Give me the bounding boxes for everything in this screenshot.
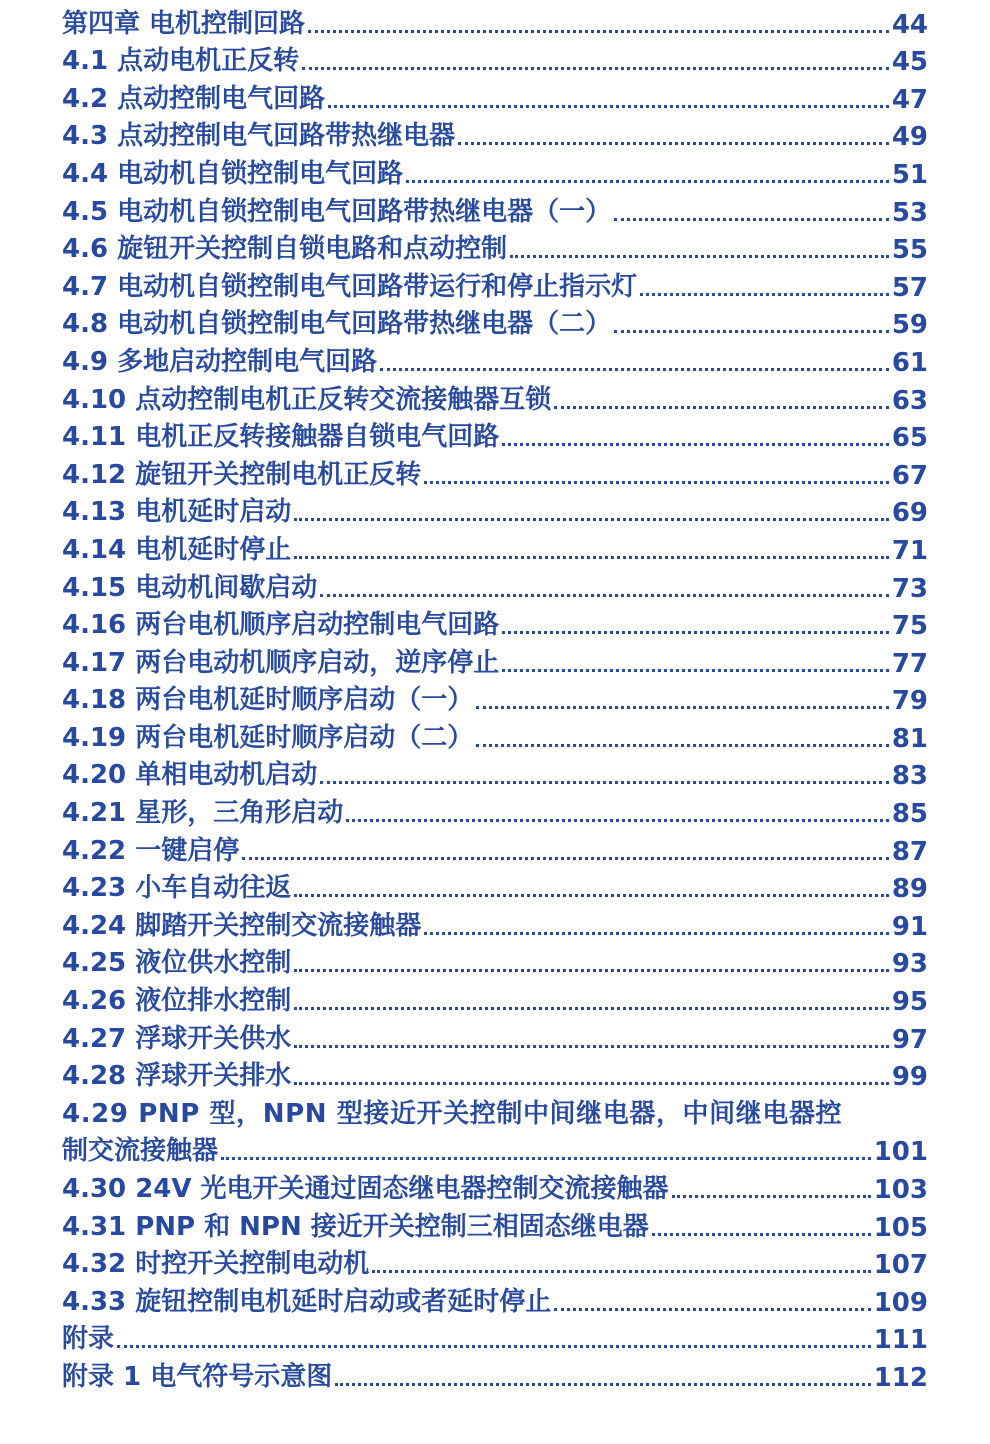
dot-leader [476,744,889,747]
toc-entry[interactable] [62,453,928,491]
toc-entry[interactable] [62,979,928,1017]
toc-entry[interactable] [62,1017,928,1055]
toc-entry-title: 4.18 两台电机延时顺序启动（一） [62,685,474,716]
toc-entry-title: 4.13 电机延时启动 [62,497,292,528]
dot-leader [294,1007,889,1010]
toc-entry-title: 4.11 电机正反转接触器自锁电气回路 [62,422,500,453]
toc-entry-title: 4.3 点动控制电气回路带热继电器 [62,121,456,152]
toc-entry-title: 4.28 浮球开关排水 [62,1061,292,1092]
toc-entry-title: 4.25 液位供水控制 [62,948,292,979]
dot-leader [424,932,889,935]
dot-leader [406,180,889,183]
toc-entry-title: 4.8 电动机自锁控制电气回路带热继电器（二） [62,309,612,340]
dot-leader [614,218,889,221]
toc-entry-page: 89 [891,874,928,905]
toc-entry-page: 81 [891,723,928,754]
dot-leader [294,969,889,972]
toc-entry-page: 51 [891,159,928,190]
toc-entry-page: 83 [891,761,928,792]
toc-entry[interactable] [62,528,928,566]
dot-leader [510,255,889,258]
toc-entry-page: 95 [891,987,928,1018]
toc-entry[interactable] [62,115,928,153]
toc-entry[interactable] [62,604,928,642]
toc-entry-title: 4.2 点动控制电气回路 [62,83,326,114]
toc-entry-page: 93 [891,949,928,980]
toc-entry-title: 4.7 电动机自锁控制电气回路带运行和停止指示灯 [62,271,638,302]
toc-entry-page: 91 [891,911,928,942]
dot-leader [502,669,889,672]
toc-entry[interactable] [62,1243,928,1281]
toc-entry-page: 61 [891,347,928,378]
toc-entry-page: 55 [891,235,928,266]
toc-entry[interactable] [62,40,928,78]
toc-entry-page: 99 [891,1062,928,1093]
dot-leader [554,1308,871,1311]
dot-leader [328,105,889,108]
toc-entry[interactable] [62,303,928,341]
dot-leader [458,142,889,145]
toc-entry-title: 4.19 两台电机延时顺序启动（二） [62,722,474,753]
toc-entry-page: 111 [873,1325,928,1356]
dot-leader [320,594,889,597]
dot-leader [380,368,889,371]
toc-entry[interactable] [62,904,928,942]
toc-entry-page: 45 [891,47,928,78]
toc-entry-page: 67 [891,460,928,491]
dot-leader [614,330,889,333]
toc-entry-title: 4.20 单相电动机启动 [62,760,318,791]
dot-leader [335,1383,871,1386]
dot-leader [554,406,889,409]
toc-entry[interactable] [62,791,928,829]
toc-entry-title: 制交流接触器 [62,1136,219,1167]
toc-entry-page: 57 [891,272,928,303]
toc-entry-page: 101 [873,1137,928,1168]
toc-entry-title: 4.16 两台电机顺序启动控制电气回路 [62,610,500,641]
toc-entry[interactable] [62,754,928,792]
toc-entry-page: 112 [873,1362,928,1393]
toc-entry-page: 47 [891,84,928,115]
dot-leader [320,781,889,784]
toc-entry[interactable] [62,416,928,454]
toc-entry-title: 4.26 液位排水控制 [62,986,292,1017]
toc-entry-page: 85 [891,799,928,830]
dot-leader [652,1233,871,1236]
toc-entry-page: 69 [891,498,928,529]
toc-entry-page: 107 [873,1250,928,1281]
toc-entry[interactable] [62,491,928,529]
toc-entry[interactable] [62,77,928,115]
toc-entry-title: 4.1 点动电机正反转 [62,46,300,77]
dot-leader [372,1270,871,1273]
toc-entry-page: 53 [891,197,928,228]
table-of-contents [62,2,928,1393]
toc-entry-title: 4.4 电动机自锁控制电气回路 [62,158,404,189]
toc-entry-title: 4.33 旋钮控制电机延时启动或者延时停止 [62,1286,552,1317]
toc-entry-title: 4.24 脚踏开关控制交流接触器 [62,910,422,941]
toc-entry-page: 59 [891,310,928,341]
toc-entry-wrapped-line1[interactable] [62,1092,928,1130]
dot-leader [640,293,889,296]
toc-entry[interactable] [62,679,928,717]
dot-leader [242,857,889,860]
dot-leader [476,706,889,709]
toc-entry-page: 63 [891,385,928,416]
toc-entry[interactable] [62,1167,928,1205]
dot-leader [294,1082,889,1085]
toc-entry-page: 77 [891,648,928,679]
toc-entry-title: 4.6 旋钮开关控制自锁电路和点动控制 [62,234,508,265]
toc-entry-title: 4.23 小车自动往返 [62,873,292,904]
toc-entry[interactable] [62,1355,928,1393]
toc-entry[interactable] [62,1205,928,1243]
toc-entry-title: 4.21 星形，三角形启动 [62,798,344,829]
toc-list [62,1167,928,1393]
toc-entry-title: 4.14 电机延时停止 [62,534,292,565]
toc-entry-title: 附录 [62,1324,115,1355]
toc-entry[interactable] [62,152,928,190]
dot-leader [502,443,889,446]
dot-leader [502,631,889,634]
toc-entry-page: 49 [891,122,928,153]
dot-leader [117,1345,871,1348]
toc-entry-page: 71 [891,535,928,566]
toc-entry-title: 4.15 电动机间歇启动 [62,572,318,603]
dot-leader [346,819,889,822]
toc-entry-page: 75 [891,611,928,642]
toc-entry-title: 4.10 点动控制电机正反转交流接触器互锁 [62,384,552,415]
toc-entry-title: 4.30 24V 光电开关通过固态继电器控制交流接触器 [62,1174,669,1204]
toc-entry-page: 87 [891,836,928,867]
toc-entry[interactable] [62,2,928,40]
toc-entry-title: 4.31 PNP 和 NPN 接近开关控制三相固态继电器 [62,1211,649,1242]
toc-entry[interactable] [62,340,928,378]
toc-entry-page: 109 [873,1287,928,1318]
toc-entry-page: 79 [891,686,928,717]
toc-entry-title: 附录 1 电气符号示意图 [62,1361,333,1392]
dot-leader [221,1157,871,1160]
toc-entry-title: 4.17 两台电动机顺序启动，逆序停止 [62,647,500,678]
toc-entry[interactable] [62,190,928,228]
toc-entry[interactable] [62,942,928,980]
toc-entry[interactable] [62,1318,928,1356]
dot-leader [302,67,889,70]
toc-entry-title: 4.5 电动机自锁控制电气回路带热继电器（一） [62,196,612,227]
toc-list [62,2,928,1092]
dot-leader [294,556,889,559]
toc-entry[interactable] [62,228,928,266]
toc-entry[interactable] [62,1055,928,1093]
toc-entry[interactable] [62,829,928,867]
toc-entry[interactable] [62,716,928,754]
toc-entry[interactable] [62,1280,928,1318]
dot-leader [294,1045,889,1048]
toc-entry-title: 4.9 多地启动控制电气回路 [62,346,378,377]
toc-entry-title: 4.27 浮球开关供水 [62,1023,292,1054]
toc-entry-page: 97 [891,1024,928,1055]
toc-entry-page: 103 [873,1175,928,1205]
dot-leader [294,518,889,521]
toc-entry-title: 4.32 时控开关控制电动机 [62,1249,370,1280]
toc-entry-title: 4.29 PNP 型，NPN 型接近开关控制中间继电器，中间继电器控 [62,1098,843,1129]
toc-entry-page: 44 [891,9,928,40]
dot-leader [672,1195,871,1198]
dot-leader [308,30,889,33]
toc-entry-page: 105 [873,1212,928,1243]
dot-leader [424,481,889,484]
toc-entry-title: 4.12 旋钮开关控制电机正反转 [62,459,422,490]
toc-entry[interactable] [62,265,928,303]
toc-entry-wrapped-line2[interactable] [62,1130,928,1168]
dot-leader [294,894,889,897]
toc-entry-page: 65 [891,423,928,454]
toc-entry[interactable] [62,641,928,679]
toc-entry-title: 4.22 一键启停 [62,835,240,866]
toc-entry-page: 73 [891,573,928,604]
toc-entry[interactable] [62,566,928,604]
toc-entry[interactable] [62,867,928,905]
toc-entry-title: 第四章 电机控制回路 [62,8,306,39]
toc-entry[interactable] [62,378,928,416]
